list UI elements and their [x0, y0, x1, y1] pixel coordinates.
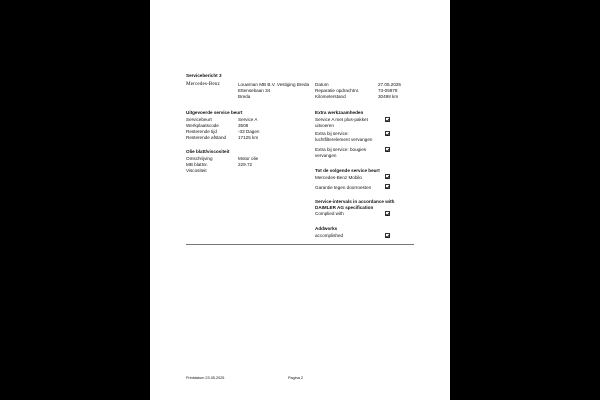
extra-item-line1: Extra bij service: bougies	[315, 147, 367, 152]
addworks-item-label: accomplished	[315, 233, 344, 238]
oil-value: Motor olie	[238, 156, 259, 161]
oil-label: MB blattnr.	[186, 162, 208, 167]
document-page	[150, 0, 450, 400]
oil-heading: Olie blatt/viscositeit	[186, 149, 230, 154]
dealer-name: Louwman MB B.V. Vestiging Breda	[238, 82, 310, 87]
section-divider	[186, 244, 414, 245]
performed-value: -33 Dagen	[238, 129, 260, 134]
next-item-label: Garantie tegen doorroesten	[315, 185, 372, 190]
performed-value: Service A	[238, 117, 258, 122]
addworks-heading: Addworks	[315, 226, 338, 231]
checkbox-checked-icon	[385, 174, 390, 179]
performed-value: 17125 km	[238, 135, 259, 140]
oil-label: Omschrijving	[186, 156, 213, 161]
checkbox-checked-icon	[385, 131, 390, 136]
meta-value-order: 73-05978	[378, 88, 398, 93]
intervals-heading-line1: Service-intervals in accordance with	[315, 199, 395, 204]
performed-label: Werkplaatscode	[186, 123, 219, 128]
extra-item-line2: uitvoeren	[315, 123, 334, 128]
page-number: Pagina 2	[288, 376, 303, 380]
checkbox-checked-icon	[385, 184, 390, 189]
dealer-street: Ettensebaan 34	[238, 88, 271, 93]
next-item-label: Mercedes-Benz Mobilo	[315, 175, 362, 180]
extra-item-line2: vervangen	[315, 153, 337, 158]
performed-label: Resterende afstand	[186, 135, 227, 140]
extra-item-line1: Service A met plus-pakket	[315, 117, 368, 122]
performed-label: Servicebeurt	[186, 117, 212, 122]
checkbox-checked-icon	[385, 211, 390, 216]
meta-label-date: Datum	[315, 82, 329, 87]
next-heading: Tot de volgende service beurt	[315, 168, 380, 173]
brand-logo: Mercedes-Benz	[186, 81, 220, 87]
checkbox-checked-icon	[385, 147, 390, 152]
performed-label: Resterende tijd	[186, 129, 217, 134]
performed-heading: Uitgevoerde service beurt	[186, 110, 243, 115]
checkbox-checked-icon	[385, 233, 390, 238]
performed-value: 3508	[238, 123, 249, 128]
print-date: Printdatum 23.05.2025	[186, 376, 225, 380]
meta-label-mileage: Kilometerstand	[315, 94, 346, 99]
intervals-heading-line2: DAIMLER AG specification	[315, 205, 374, 210]
extra-item-line1: Extra bij service:	[315, 131, 349, 136]
meta-value-date: 27.05.2025	[378, 82, 401, 87]
meta-label-order: Reparatie opdrachtnr.	[315, 88, 360, 93]
report-title: Servicebericht 3	[186, 73, 222, 78]
oil-label: Viscositeit	[186, 168, 207, 173]
dealer-city: Breda	[238, 94, 251, 99]
oil-value: 229.72	[238, 162, 253, 167]
checkbox-checked-icon	[385, 117, 390, 122]
extra-heading: Extra werkzaamheden	[315, 110, 364, 115]
extra-item-line2: luchtfilterelement vervangen	[315, 137, 373, 142]
intervals-item-label: Complied with	[315, 211, 344, 216]
meta-value-mileage: 30498 km	[378, 94, 399, 99]
